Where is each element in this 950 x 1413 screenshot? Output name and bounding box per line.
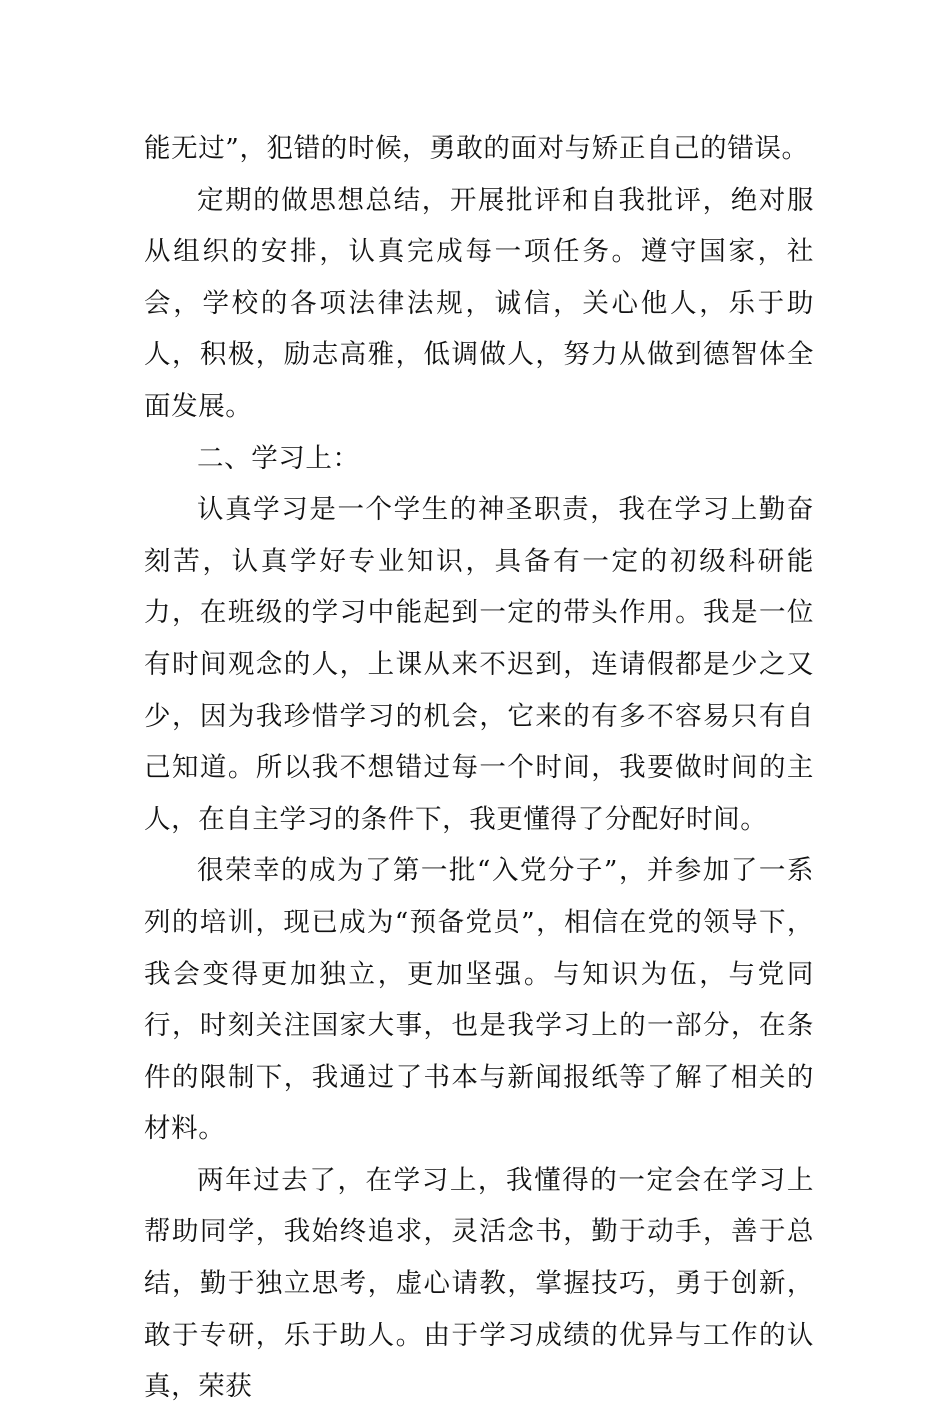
paragraph-1: 能无过”，犯错的时候，勇敢的面对与矫正自己的错误。 [144,133,809,164]
body-text [144,123,814,1413]
paragraph-2: 定期的做思想总结，开展批评和自我批评，绝对服从组织的安排，认真完成每一项任务。遵守国家，社会，学校的各项法律法规，诚信，关心他人，乐于助人，积极，励志高雅，低调做人，努力从做到德智体全面发展。 [144,184,814,422]
paragraph-5: 两年过去了，在学习上，我懂得的一定会在学习上帮助同学，我始终追求，灵活念书，勤于动手，善于总结，勤于独立思考，虚心请教，掌握技巧，勇于创新，敢于专研，乐于助人。由于学习成绩的优异与工作的认真，荣获 [144,1164,814,1403]
section-heading-study: 二、学习上： [197,442,360,474]
paragraph-4: 很荣幸的成为了第一批“入党分子”，并参加了一系列的培训，现已成为“预备党员”，相信在党的领导下，我会变得更加独立，更加坚强。与知识为伍，与党同行，时刻关注国家大事，也是我学习上的一部分，在条件的限制下，我通过了书本与新闻报纸等了解了相关的材料。 [144,855,814,1145]
paragraph-3: 认真学习是一个学生的神圣职责，我在学习上勤奋刻苦，认真学好专业知识，具备有一定的初级科研能力，在班级的学习中能起到一定的带头作用。我是一位有时间观念的人，上课从来不迟到，连请假都是少之又少，因为我珍惜学习的机会，它来的有多不容易只有自己知道。所以我不想错过每一个时间，我要做时间的主人，在自主学习的条件下，我更懂得了分配好时间。 [144,494,814,835]
